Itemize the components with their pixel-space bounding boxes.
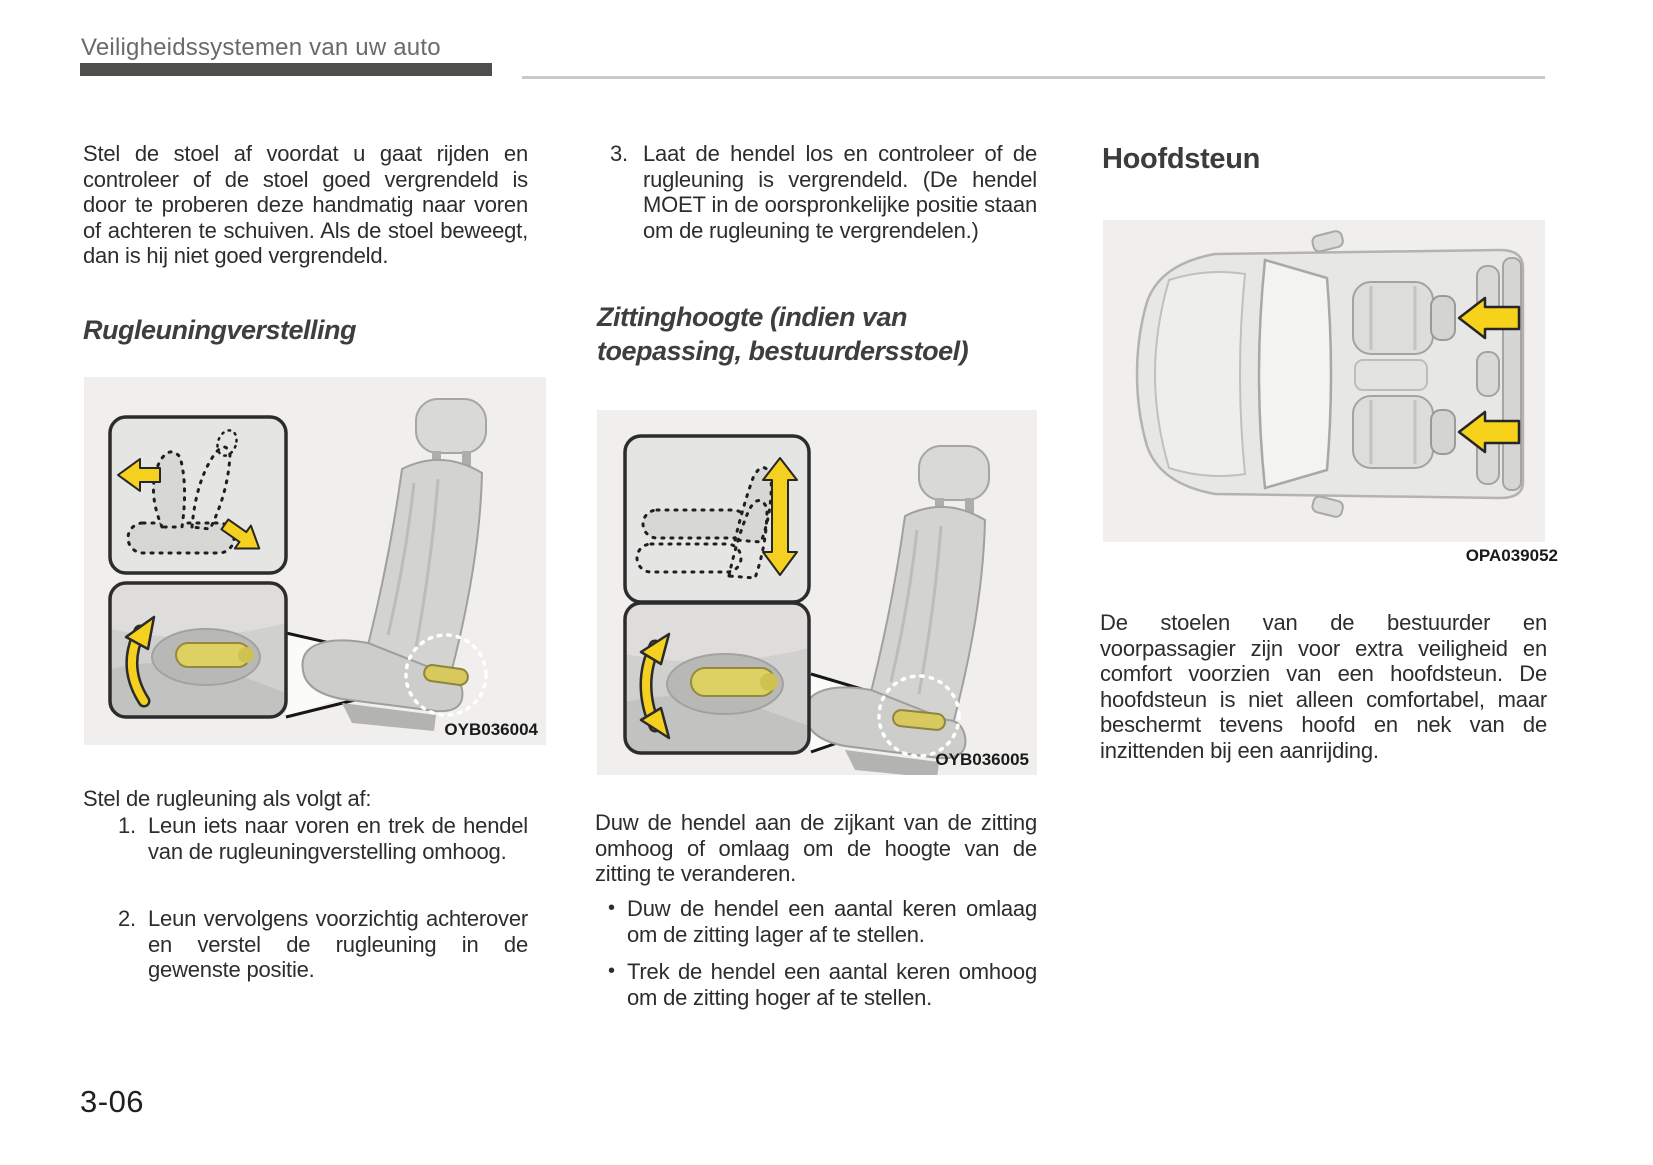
chapter-title-bar bbox=[80, 63, 492, 76]
figure-seat-height bbox=[597, 410, 1037, 775]
side-mirror bbox=[1311, 230, 1344, 253]
page-number: 3-06 bbox=[80, 1084, 145, 1119]
figure3-caption: OPA039052 bbox=[1465, 546, 1558, 565]
car-top-view-illustration bbox=[1103, 220, 1545, 542]
center-console bbox=[1355, 360, 1427, 390]
heading-rugleuningverstelling: Rugleuningverstelling bbox=[83, 315, 357, 345]
chapter-title: Veiligheidssystemen van uw auto bbox=[81, 34, 441, 61]
seatback-recline-illustration bbox=[84, 377, 546, 745]
step-text: Laat de hendel los en controleer of de rugleuning is vergrendeld. (De hendel MOET in de oorspronkelijke positie staan om de rugleuning te vergrendelen.) bbox=[643, 141, 1037, 243]
step-item-1 bbox=[83, 813, 528, 864]
rear-headrest bbox=[1477, 352, 1499, 396]
bullet-text: Trek de hendel een aantal keren omhoog om de zitting hoger af te stellen. bbox=[627, 959, 1037, 1010]
step-number: 3. bbox=[610, 141, 628, 166]
seat-side-illustration bbox=[303, 399, 487, 731]
step-number: 2. bbox=[118, 906, 136, 931]
seat-height-inset bbox=[625, 436, 809, 602]
step-text: Leun iets naar voren en trek de hendel van de rugleuningverstelling omhoog. bbox=[148, 813, 528, 864]
recline-inset bbox=[110, 417, 286, 573]
col1-list-intro: Stel de rugleuning als volgt af: bbox=[83, 786, 372, 811]
step-text: Leun vervolgens voorzichtig achterover en verstel de rugleuning in de gewenste positie. bbox=[148, 906, 528, 983]
header-rule bbox=[522, 76, 1545, 79]
step-item-3 bbox=[597, 141, 1037, 243]
col2-paragraph: Duw de hendel aan de zijkant van de zitting omhoog of omlaag om de hoogte van de zitting te veranderen. bbox=[595, 810, 1037, 887]
col1-intro-paragraph: Stel de stoel af voordat u gaat rijden en controleer of de stoel goed vergrendeld is door te proberen deze handmatig naar voren of achteren te schuiven. Als de stoel beweegt, dan is hij niet goed vergrendeld. bbox=[83, 141, 528, 269]
bullet-text: Duw de hendel een aantal keren omlaag om de zitting lager af te stellen. bbox=[627, 896, 1037, 947]
rear-bench bbox=[1503, 258, 1521, 490]
headrest bbox=[1431, 296, 1455, 340]
step-number: 1. bbox=[118, 813, 136, 838]
headrest bbox=[1431, 410, 1455, 454]
figure-headrest-topview bbox=[1103, 220, 1545, 542]
recline-lever-closeup-inset bbox=[110, 583, 286, 717]
figure-seatback-recline bbox=[84, 377, 546, 745]
bullet-marker: • bbox=[608, 897, 615, 919]
bullet-marker: • bbox=[608, 960, 615, 982]
col3-paragraph: De stoelen van de bestuurder en voorpassagier zijn voor extra veiligheid en comfort voorzien van een hoofdsteun. De hoofdsteun is niet alleen comfortabel, maar beschermt tevens hoofd en nek van de inzittenden bij een aanrijding. bbox=[1100, 610, 1547, 763]
side-mirror bbox=[1311, 495, 1344, 518]
car-top-view bbox=[1137, 230, 1523, 518]
seat-side-illustration bbox=[806, 446, 990, 775]
heading-zittinghoogte: Zittinghoogte (indien van toepassing, bestuurdersstoel) bbox=[597, 302, 969, 366]
heading-hoofdsteun: Hoofdsteun bbox=[1102, 143, 1261, 175]
bullet-item-1 bbox=[608, 896, 1037, 947]
figure2-caption: OYB036005 bbox=[935, 750, 1029, 769]
step-item-2 bbox=[83, 906, 528, 983]
car-hood bbox=[1155, 272, 1245, 476]
windshield bbox=[1259, 260, 1331, 488]
height-lever-closeup-inset bbox=[625, 603, 809, 753]
figure1-caption: OYB036004 bbox=[444, 720, 538, 739]
seat-height-illustration bbox=[597, 410, 1037, 775]
bullet-item-2 bbox=[608, 959, 1037, 1010]
